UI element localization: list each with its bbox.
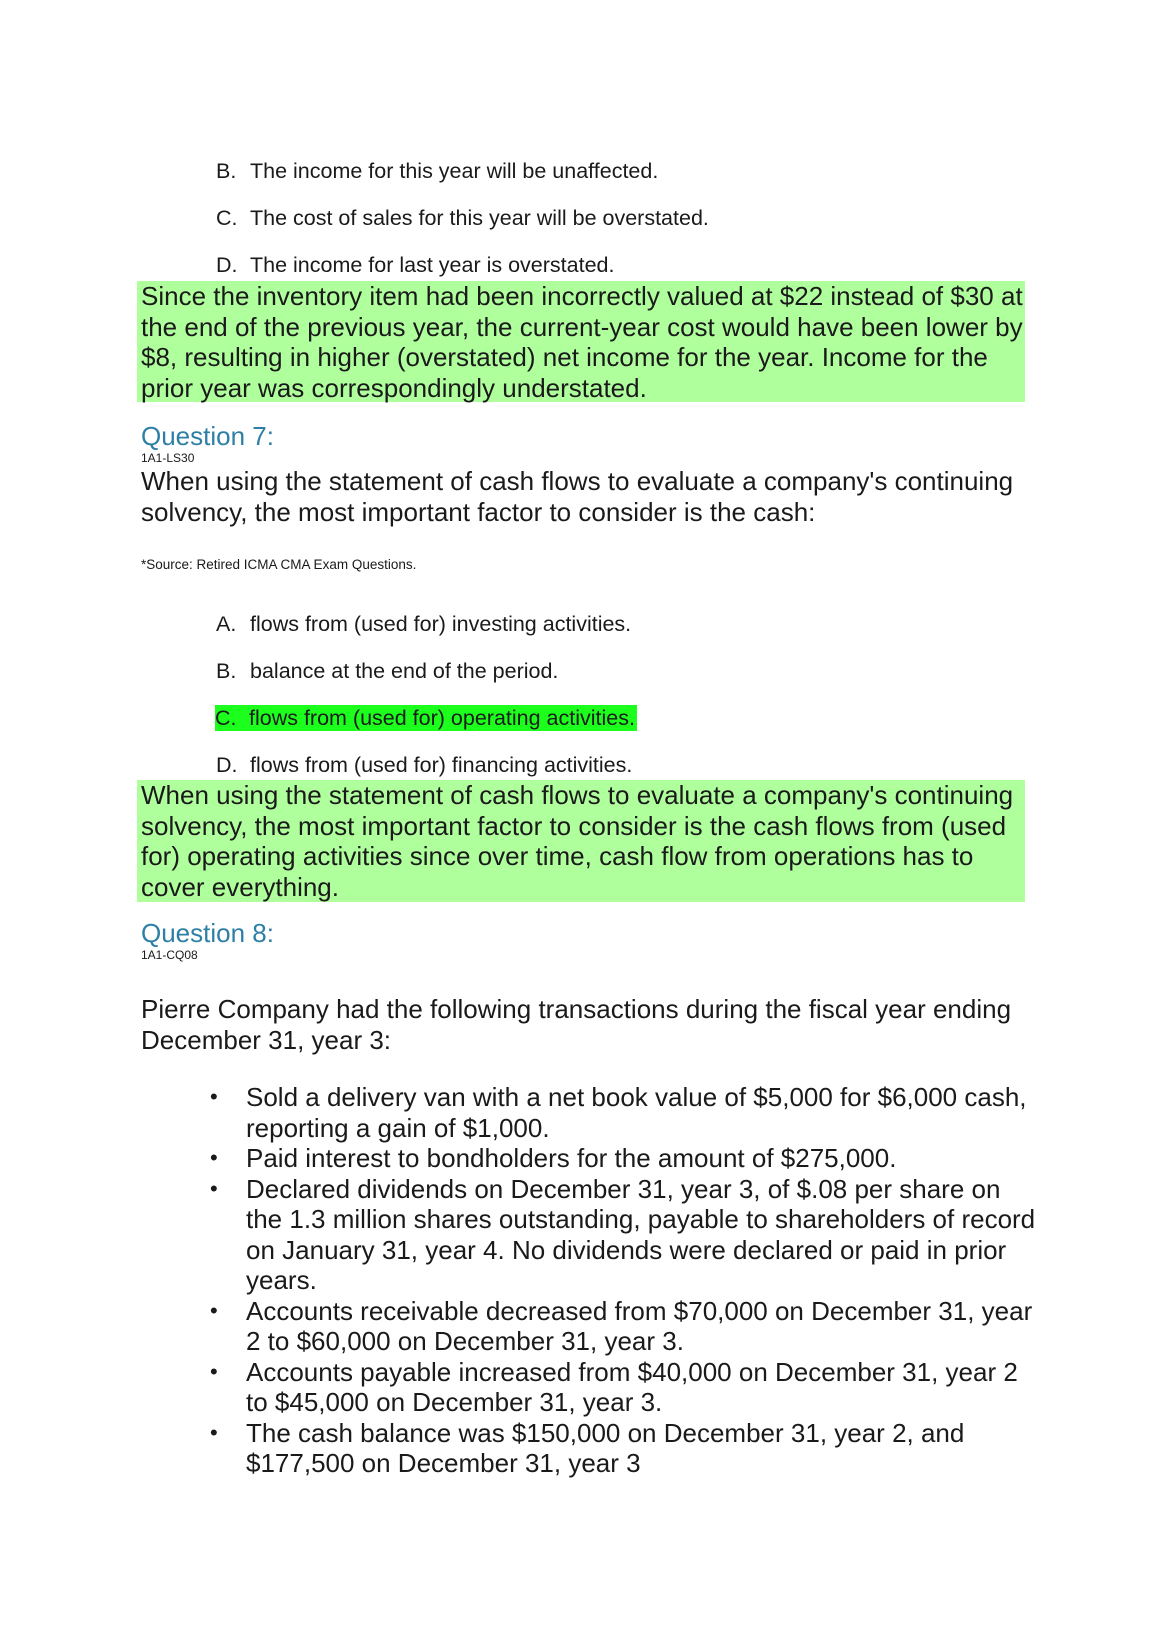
list-item-text: Accounts receivable decreased from $70,000 on December 31, year 2 to $60,000 on December 31, year 3. xyxy=(246,1295,1033,1356)
option-letter: C. xyxy=(215,706,237,730)
q8-transaction-list xyxy=(206,1082,1036,1479)
option-letter: D. xyxy=(216,753,238,777)
option-letter: D. xyxy=(216,253,238,277)
option-letter: A. xyxy=(216,612,237,636)
option-text: The cost of sales for this year will be overstated. xyxy=(250,206,709,230)
list-item xyxy=(206,1296,1036,1357)
bullet-icon: • xyxy=(210,1175,218,1201)
bullet-icon: • xyxy=(210,1084,218,1109)
q6-explanation: Since the inventory item had been incorrectly valued at $22 instead of $30 at the end of the previous year, the current-year cost would have been lower by $8, resulting in higher (overstated) net income for the year. Income for the prior year was correspondingly understated. xyxy=(137,281,1025,402)
option-text: flows from (used for) operating activities. xyxy=(249,706,635,730)
q8-code: 1A1-CQ08 xyxy=(141,948,198,962)
q6-option-d xyxy=(216,252,614,278)
q7-option-d xyxy=(216,752,632,778)
q6-option-c xyxy=(216,205,709,231)
option-letter: C. xyxy=(216,206,238,230)
list-item-text: Accounts payable increased from $40,000 on December 31, year 2 to $45,000 on December 31, year 3. xyxy=(246,1356,1018,1417)
list-item-text: Sold a delivery van with a net book value of $5,000 for $6,000 cash, reporting a gain of $1,000. xyxy=(246,1082,1027,1143)
q7-option-b xyxy=(216,658,558,684)
q7-option-c-correct xyxy=(215,705,637,731)
list-item-text: Paid interest to bondholders for the amount of $275,000. xyxy=(246,1143,897,1173)
q7-option-a xyxy=(216,611,631,637)
bullet-icon: • xyxy=(210,1145,218,1170)
bullet-icon: • xyxy=(210,1419,218,1445)
q7-source: *Source: Retired ICMA CMA Exam Questions. xyxy=(141,557,417,572)
bullet-icon: • xyxy=(210,1358,218,1384)
q6-option-b xyxy=(216,158,658,184)
option-text: balance at the end of the period. xyxy=(250,659,559,683)
option-text: flows from (used for) investing activities. xyxy=(250,612,632,636)
option-text: The income for this year will be unaffected. xyxy=(250,159,659,183)
list-item xyxy=(206,1082,1036,1143)
bullet-icon: • xyxy=(210,1297,218,1323)
option-letter: B. xyxy=(216,159,237,183)
option-letter: B. xyxy=(216,659,237,683)
list-item-text: The cash balance was $150,000 on December 31, year 2, and $177,500 on December 31, year 3 xyxy=(246,1417,965,1478)
list-item xyxy=(206,1174,1036,1296)
list-item-text: Declared dividends on December 31, year 3, of $.08 per share on the 1.3 million shares outstanding, payable to shareholders of record on January 31, year 4. No dividends were declared or paid in prior years. xyxy=(246,1173,1036,1295)
option-text: The income for last year is overstated. xyxy=(250,253,615,277)
q7-stem: When using the statement of cash flows to evaluate a company's continuing solvency, the most important factor to consider is the cash: xyxy=(141,466,1014,527)
q8-title: Question 8: xyxy=(141,918,274,948)
q7-title: Question 7: xyxy=(141,421,274,451)
q7-explanation: When using the statement of cash flows to evaluate a company's continuing solvency, the most important factor to consider is the cash flows from (used for) operating activities since over time, cash flow from operations has to cover everything. xyxy=(137,780,1025,902)
option-text: flows from (used for) financing activities. xyxy=(250,753,633,777)
q8-stem: Pierre Company had the following transactions during the fiscal year ending December 31, year 3: xyxy=(141,994,1012,1055)
q7-code: 1A1-LS30 xyxy=(141,451,195,465)
list-item xyxy=(206,1143,1036,1174)
list-item xyxy=(206,1418,1036,1479)
list-item xyxy=(206,1357,1036,1418)
